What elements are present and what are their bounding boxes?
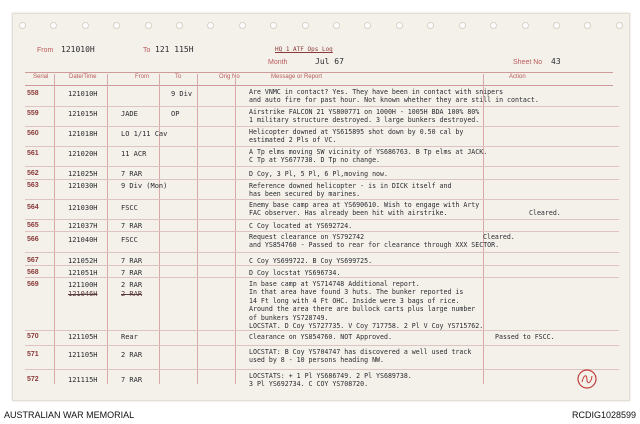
footer-source: AUSTRALIAN WAR MEMORIAL bbox=[4, 410, 135, 420]
punch-hole bbox=[82, 22, 89, 29]
sheet-label: Sheet No bbox=[513, 59, 543, 66]
entry-datetime: 121025H bbox=[68, 170, 98, 178]
punch-hole bbox=[145, 22, 152, 29]
entry-serial: 565 bbox=[27, 222, 39, 229]
entry-serial: 561 bbox=[27, 150, 39, 157]
entry-message: D Coy locstat YS696734. bbox=[249, 269, 341, 277]
entry-action: Cleared. bbox=[483, 233, 515, 241]
punch-hole bbox=[522, 22, 529, 29]
entry-serial: 572 bbox=[27, 376, 39, 383]
entry-datetime: 121100H bbox=[68, 281, 98, 289]
entry-datetime: 121010H bbox=[68, 90, 98, 98]
punch-holes bbox=[13, 22, 629, 29]
col-datetime: Date/Time bbox=[69, 74, 97, 80]
entry-datetime: 121015H bbox=[68, 110, 98, 118]
entry-serial: 562 bbox=[27, 170, 39, 177]
entry-message: Helicopter downed at YS615895 shot down by 0.50 cal by estimated 2 Pls of VC. bbox=[249, 128, 464, 145]
column-header-row bbox=[25, 72, 613, 86]
entry-from: 7 RAR bbox=[121, 269, 143, 277]
entry-datetime: 121105H bbox=[68, 351, 98, 359]
row-rule bbox=[25, 166, 619, 167]
punch-hole bbox=[427, 22, 434, 29]
sheet-value: 43 bbox=[551, 57, 561, 66]
column-divider bbox=[235, 74, 236, 384]
row-rule bbox=[25, 265, 619, 266]
punch-hole bbox=[584, 22, 591, 29]
punch-hole bbox=[616, 22, 623, 29]
row-rule bbox=[25, 277, 619, 278]
entry-message: Are VNMC in contact? Yes. They have been in contact with snipers and auto fire for past hour. Not known whether they are still in contact. bbox=[249, 88, 539, 105]
entry-datetime: 121052H bbox=[68, 257, 98, 265]
log-title: HQ 1 ATF Ops Log bbox=[275, 46, 333, 53]
column-divider bbox=[197, 74, 198, 384]
row-rule bbox=[25, 345, 619, 346]
entry-message: Reference downed helicopter - is in DICK itself and has been secured by marines. bbox=[249, 182, 452, 199]
entry-datetime: 121030H bbox=[68, 182, 98, 190]
punch-hole bbox=[459, 22, 466, 29]
entry-datetime: 121051H bbox=[68, 269, 98, 277]
entry-from: 7 RAR bbox=[121, 170, 143, 178]
punch-hole bbox=[113, 22, 120, 29]
row-rule bbox=[25, 199, 619, 200]
row-rule bbox=[25, 219, 619, 220]
row-rule bbox=[25, 252, 619, 253]
entry-from: 7 RAR bbox=[121, 376, 143, 384]
col-action: Action bbox=[509, 74, 526, 80]
punch-hole bbox=[50, 22, 57, 29]
punch-hole bbox=[302, 22, 309, 29]
punch-hole bbox=[239, 22, 246, 29]
entry-serial: 571 bbox=[27, 351, 39, 358]
entry-message: C Coy located at YS692724. bbox=[249, 222, 353, 230]
entry-to: 9 Div bbox=[171, 90, 193, 98]
entry-message: Clearance on YS854760. NOT Approved. bbox=[249, 333, 392, 341]
entry-from: FSCC bbox=[121, 204, 138, 212]
entry-serial: 566 bbox=[27, 236, 39, 243]
struck-datetime: 121046H bbox=[68, 290, 98, 298]
punch-hole bbox=[490, 22, 497, 29]
entry-serial: 563 bbox=[27, 182, 39, 189]
entry-message: Airstrike FALCON 21 YS800771 on 1000H - 1005H BDA 100% 80% 1 military structure destroyed. 3 large bunkers destroyed. bbox=[249, 108, 480, 125]
entry-serial: 558 bbox=[27, 90, 39, 97]
column-divider bbox=[159, 74, 160, 384]
entry-datetime: 121115H bbox=[68, 376, 98, 384]
entry-datetime: 121018H bbox=[68, 130, 98, 138]
entry-serial: 567 bbox=[27, 257, 39, 264]
punch-hole bbox=[176, 22, 183, 29]
entry-datetime: 121105H bbox=[68, 333, 98, 341]
footer-id: RCDIG1028599 bbox=[571, 410, 636, 420]
red-stamp bbox=[575, 368, 599, 390]
punch-hole bbox=[270, 22, 277, 29]
entry-message: Enemy base camp area at YS690610. Wish to engage with Arty FAC observer. Has already been hit with airstrike. bbox=[249, 201, 480, 218]
entry-serial: 559 bbox=[27, 110, 39, 117]
entry-from: 7 RAR bbox=[121, 222, 143, 230]
punch-hole bbox=[396, 22, 403, 29]
entry-datetime: 121030H bbox=[68, 204, 98, 212]
punch-hole bbox=[364, 22, 371, 29]
entry-message: Request clearance on YS792742 and YS854760 - Passed to rear for clearance through XXX SECTOR. bbox=[249, 233, 500, 250]
col-message: Message or Report bbox=[271, 74, 323, 80]
entry-from: 11 ACR bbox=[121, 150, 147, 158]
entry-from: 2 RAR bbox=[121, 281, 143, 289]
entry-from: 7 RAR bbox=[121, 257, 143, 265]
entry-from: Rear bbox=[121, 333, 138, 341]
col-from: From bbox=[135, 74, 149, 80]
entry-action: Passed to FSCC. bbox=[495, 333, 555, 341]
punch-hole bbox=[553, 22, 560, 29]
row-rule bbox=[25, 146, 619, 147]
entry-message: D Coy, 3 Pl, 5 Pl, 6 Pl,moving now. bbox=[249, 170, 388, 178]
to-value: 121 115H bbox=[155, 45, 194, 54]
entry-from: LO 1/11 Cav bbox=[121, 130, 168, 138]
entry-datetime: 121020H bbox=[68, 150, 98, 158]
struck-from: 2 RAR bbox=[121, 290, 143, 298]
column-divider bbox=[54, 74, 55, 384]
entry-from: 9 Div (Mon) bbox=[121, 182, 168, 190]
row-rule bbox=[25, 231, 619, 232]
col-orig-no: Orig No bbox=[219, 74, 240, 80]
row-rule bbox=[25, 179, 619, 180]
entry-from: JADE bbox=[121, 110, 138, 118]
entry-message: LOCSTATS: + 1 Pl YS686749. 2 Pl YS689738. 3 Pl YS692734. C COY YS708720. bbox=[249, 372, 412, 389]
entry-datetime: 121040H bbox=[68, 236, 98, 244]
entry-from: 2 RAR bbox=[121, 351, 143, 359]
col-to: To bbox=[175, 74, 182, 80]
month-label: Month bbox=[268, 59, 288, 66]
entry-serial: 568 bbox=[27, 269, 39, 276]
from-label: From bbox=[37, 47, 54, 54]
entry-action: Cleared. bbox=[529, 209, 561, 217]
entry-to: OP bbox=[171, 110, 180, 118]
entry-serial: 560 bbox=[27, 130, 39, 137]
punch-hole bbox=[333, 22, 340, 29]
col-serial: Serial bbox=[33, 74, 49, 80]
row-rule bbox=[25, 330, 619, 331]
column-divider bbox=[107, 74, 108, 384]
to-label: To bbox=[143, 47, 151, 54]
entry-serial: 569 bbox=[27, 281, 39, 288]
from-value: 121010H bbox=[61, 45, 95, 54]
log-sheet bbox=[12, 13, 630, 401]
entry-message: LOCSTAT: B Coy YS704747 has discovered a well used track used by 8 - 10 persons heading NW. bbox=[249, 348, 472, 365]
row-rule bbox=[25, 126, 619, 127]
row-rule bbox=[25, 106, 619, 107]
entry-message: C Coy YS699722. B Coy YS699725. bbox=[249, 257, 373, 265]
punch-hole bbox=[19, 22, 26, 29]
entry-datetime: 121037H bbox=[68, 222, 98, 230]
punch-hole bbox=[207, 22, 214, 29]
month-value: Jul 67 bbox=[315, 57, 344, 66]
entry-from: FSCC bbox=[121, 236, 138, 244]
row-rule bbox=[25, 369, 619, 370]
entry-message: In base camp at YS714748 Additional report. In that area have found 3 huts. The bunker reported is 14 Ft long with 4 Ft OHC. Inside were 3 bags of rice. Around the area there are bullock carts plus large number of bunkers YS728749. LOCSTAT. D Coy YS727735. V Coy 717758. 2 Pl V Coy YS715762. bbox=[249, 280, 484, 331]
entry-message: A Tp elms moving SW vicinity of YS686763. B Tp elms at JACK. C Tp at YS677738. D Tp no change. bbox=[249, 148, 488, 165]
entry-serial: 570 bbox=[27, 333, 39, 340]
entry-serial: 564 bbox=[27, 204, 39, 211]
